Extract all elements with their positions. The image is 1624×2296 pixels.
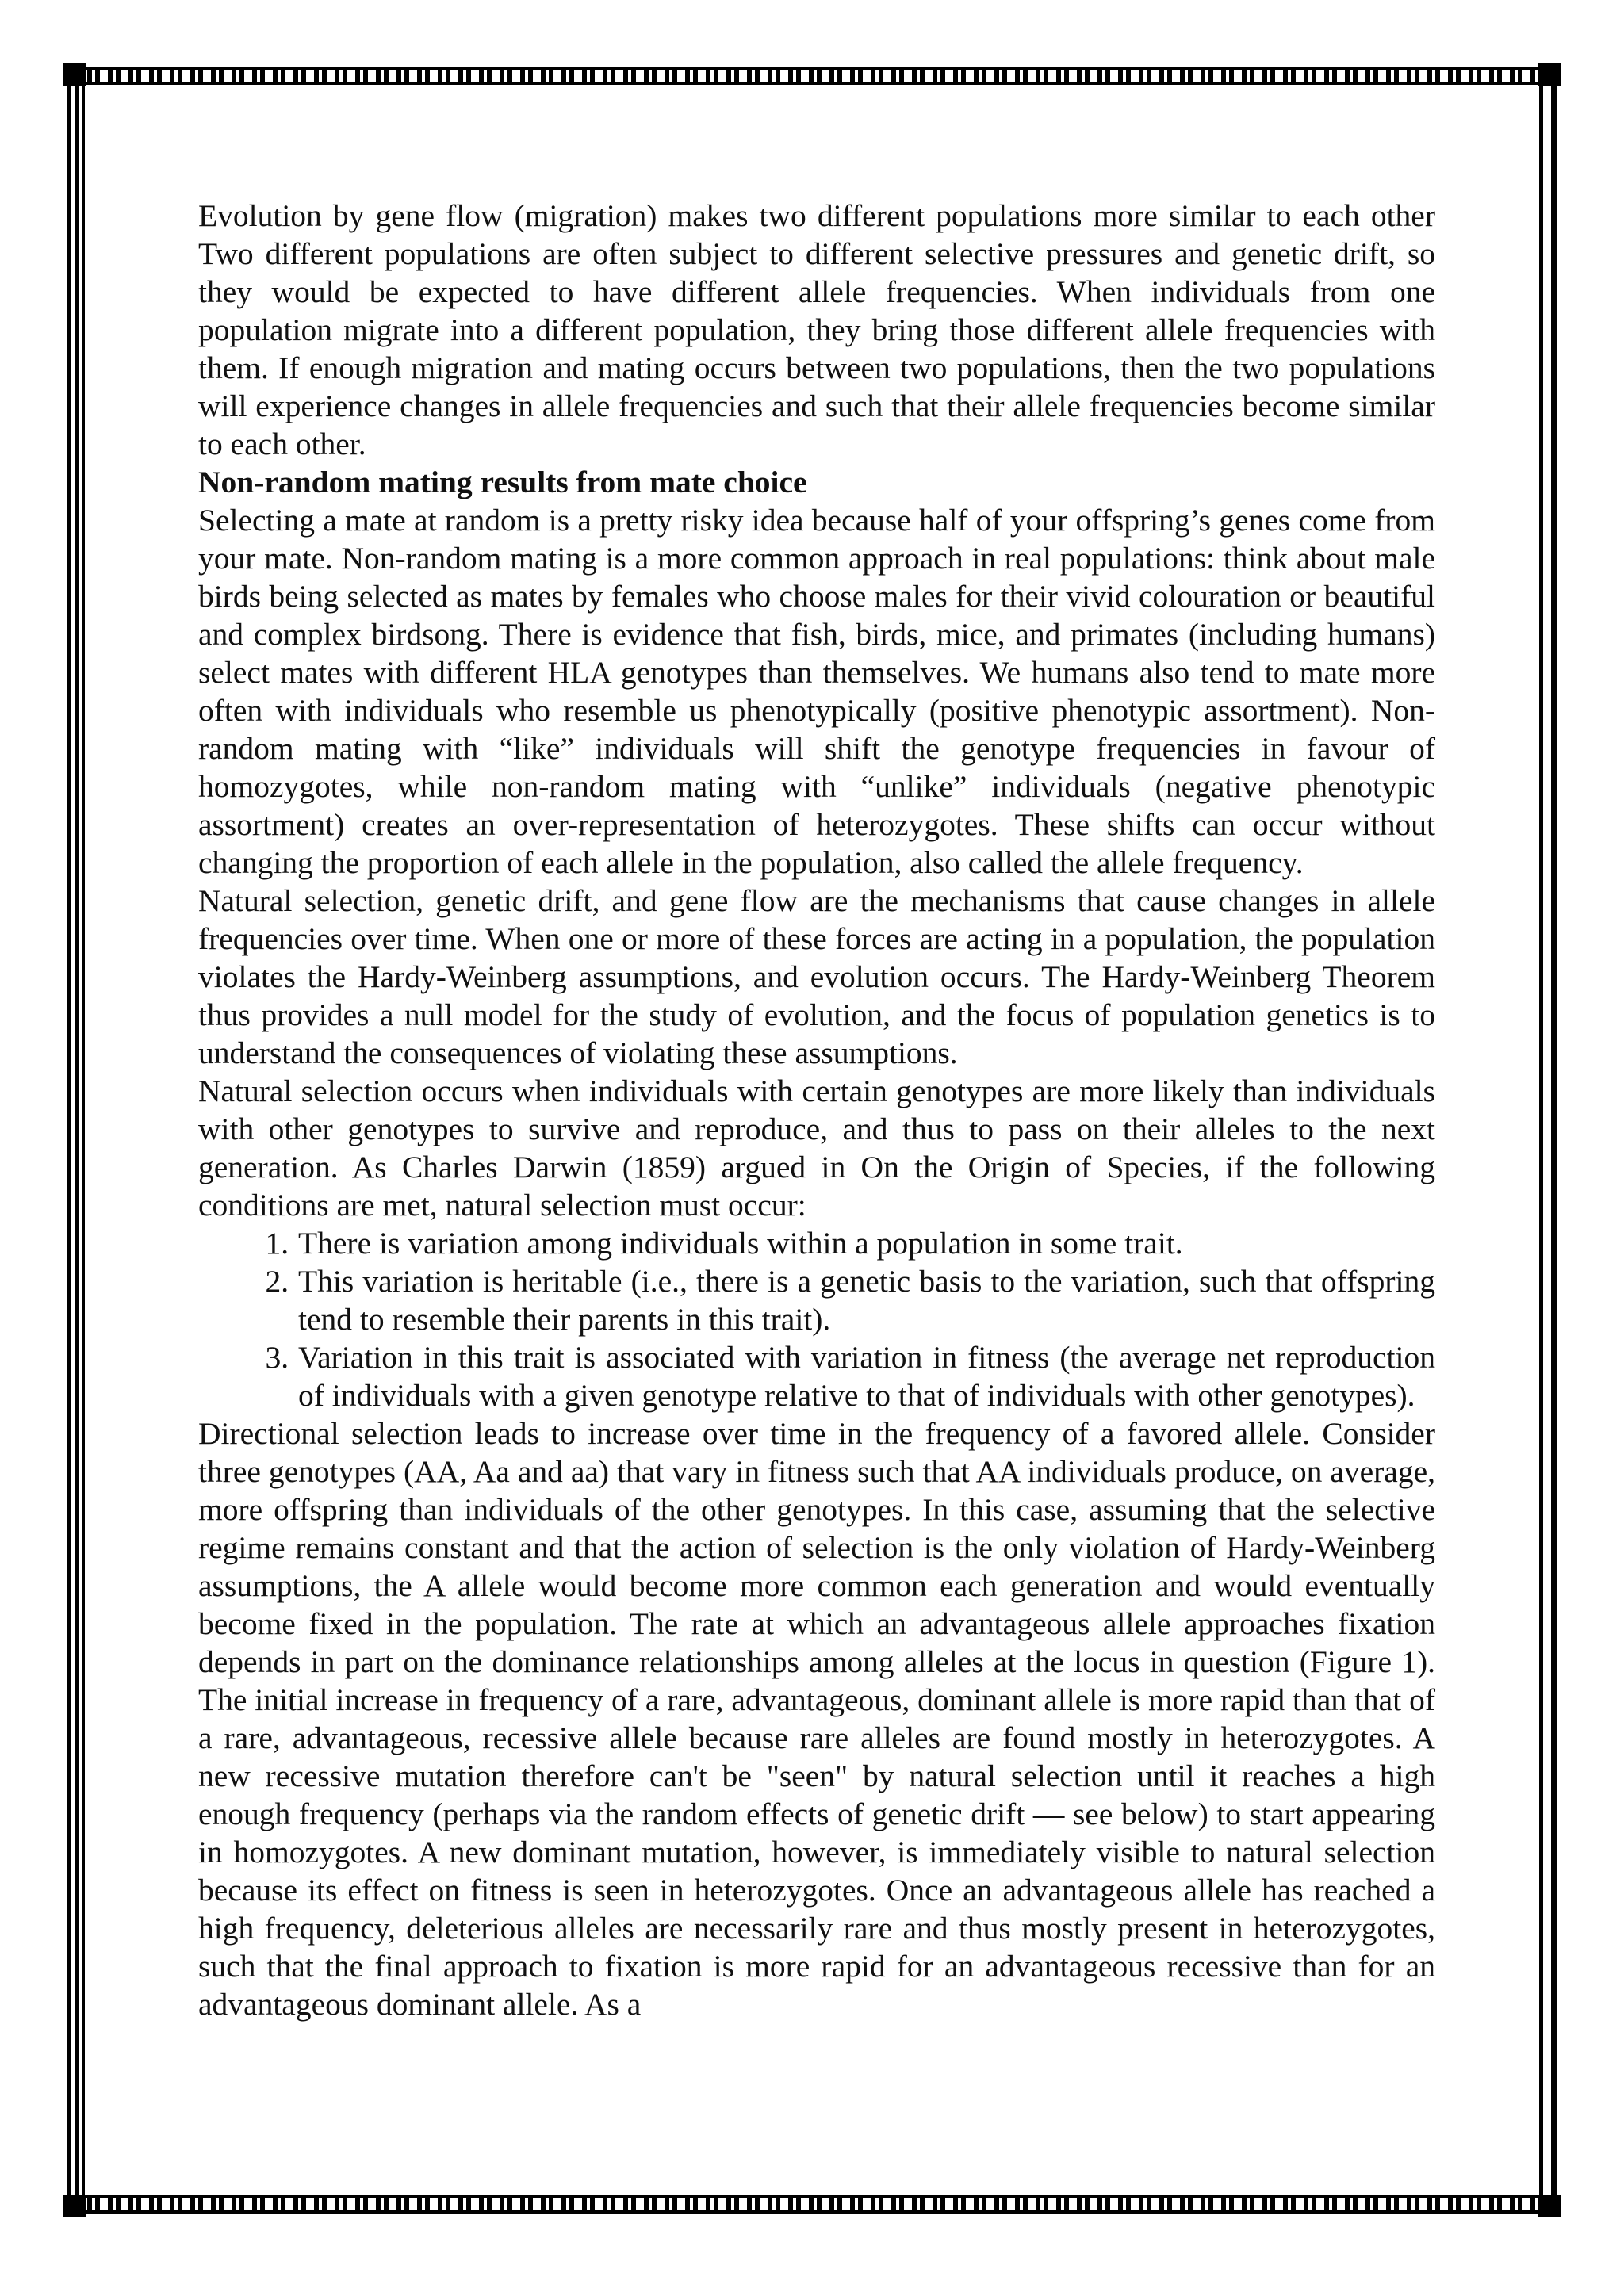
paragraph-mechanisms: Natural selection, genetic drift, and gene flow are the mechanisms that cause changes in allele frequencies over time. When one or more of these forces are acting in a population, the population violates the Hardy-Weinberg assumptions, and evolution occurs. The Hardy-Weinberg Theorem thus provides a null model for the study of evolution, and the focus of population genetics is to understand the consequences of violating these assumptions. — [198, 883, 1435, 1070]
list-item: 1. There is variation among individuals within a population in some trait. — [297, 1224, 1435, 1262]
paragraph-natural-selection: Natural selection occurs when individuals with certain genotypes are more likely than individuals with other genotypes to survive and reproduce, and thus to pass on their alleles to the next generation. As Charles Darwin (1859) argued in On the Origin of Species, if the following conditions are met, natural selection must occur: — [198, 1073, 1435, 1223]
document-body — [198, 197, 1435, 2023]
list-item: 3. Variation in this trait is associated with variation in fitness (the average net reproduction of individuals with a given genotype relative to that of individuals with other genotypes). — [297, 1338, 1435, 1414]
border-corner-ornament — [63, 2195, 86, 2217]
border-corner-ornament — [1538, 63, 1561, 86]
paragraph-directional-selection: Directional selection leads to increase over time in the frequency of a favored allele. Consider three genotypes (AA, Aa and aa) that vary in fitness such that AA individuals produce, on average, more offspring than individuals of the other genotypes. In this case, assuming that the selective regime remains constant and that the action of selection is the only violation of Hardy-Weinberg assumptions, the A allele would become more common each generation and would eventually become fixed in the population. The rate at which an advantageous allele approaches fixation depends in part on the dominance relationships among alleles at the locus in question (Figure 1). The initial increase in frequency of a rare, advantageous, dominant allele is more rapid than that of a rare, advantageous, recessive allele because rare alleles are found mostly in heterozygotes. A new recessive mutation therefore can't be "seen" by natural selection until it reaches a high enough frequency (perhaps via the random effects of genetic drift — see below) to start appearing in homozygotes. A new dominant mutation, however, is immediately visible to natural selection because its effect on fitness is seen in heterozygotes. Once an advantageous allele has reached a high frequency, deleterious alleles are necessarily rare and thus mostly present in heterozygotes, such that the final approach to fixation is more rapid for an advantageous recessive than for an advantageous dominant allele. As a — [198, 1416, 1435, 2022]
conditions-list — [198, 1224, 1435, 1414]
paragraph-gene-flow: Evolution by gene flow (migration) makes two different populations more similar to each other Two different populations are often subject to different selective pressures and genetic drift, so they would be expected to have different allele frequencies. When individuals from one population migrate into a different population, they bring those different allele frequencies with them. If enough migration and mating occurs between two populations, then the two populations will experience changes in allele frequencies and such that their allele frequencies become similar to each other. — [198, 198, 1435, 461]
border-corner-ornament — [1538, 2195, 1561, 2217]
section-heading-nonrandom-mating: Non-random mating results from mate choice — [198, 465, 807, 499]
list-item: 2. This variation is heritable (i.e., there is a genetic basis to the variation, such that offspring tend to resemble their parents in this trait). — [297, 1262, 1435, 1338]
paragraph-nonrandom-mating: Selecting a mate at random is a pretty risky idea because half of your offspring’s genes come from your mate. Non-random mating is a more common approach in real populations: think about male birds being selected as mates by females who choose males for their vivid colouration or beautiful and complex birdsong. There is evidence that fish, birds, mice, and primates (including humans) select mates with different HLA genotypes than themselves. We humans also tend to mate more often with individuals who resemble us phenotypically (positive phenotypic assortment). Non-random mating with “like” individuals will shift the genotype frequencies in favour of homozygotes, while non-random mating with “unlike” individuals (negative phenotypic assortment) creates an over-representation of heterozygotes. These shifts can occur without changing the proportion of each allele in the population, also called the allele frequency. — [198, 503, 1435, 880]
border-corner-ornament — [63, 63, 86, 86]
